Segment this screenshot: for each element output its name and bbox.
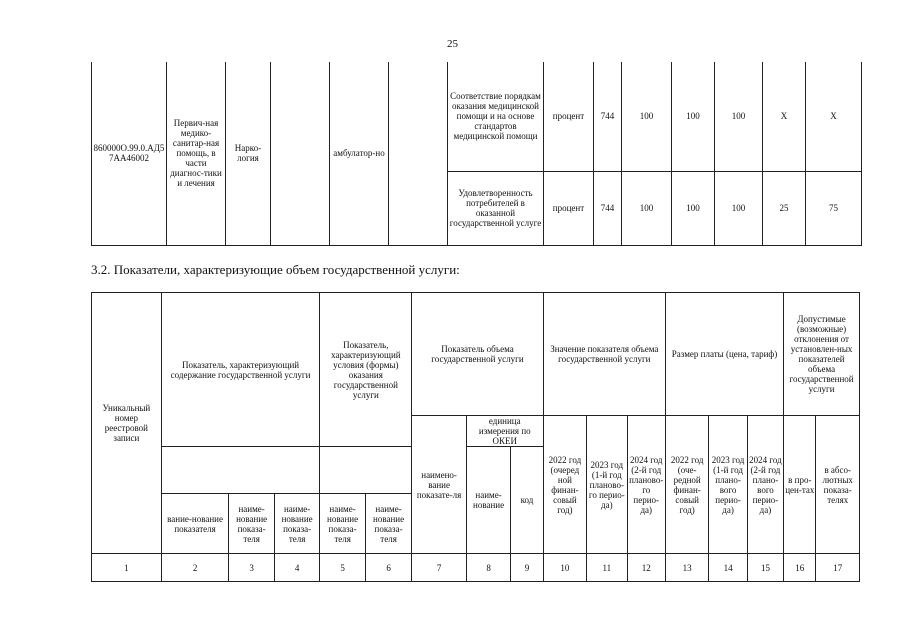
unit-name: процент	[544, 171, 594, 245]
subheader-value-2024: 2024 год (2-й год планово-го перио-да)	[627, 416, 665, 554]
empty-cell	[389, 62, 448, 245]
value-2024: 100	[715, 62, 763, 171]
column-number: 10	[543, 554, 586, 582]
subheader-fee-2022: 2022 год (оче-редной финан-совый год)	[665, 416, 708, 554]
page-number: 25	[447, 38, 458, 50]
deviation-percent: 25	[763, 171, 806, 245]
value-2023: 100	[672, 171, 715, 245]
subheader-unit-code: код	[511, 447, 543, 554]
column-number: 12	[627, 554, 665, 582]
value-2022: 100	[622, 62, 672, 171]
header-volume-value: Значение показателя объема государственной услуги	[543, 293, 665, 416]
subheader-col6: наиме-нование показа-теля	[365, 494, 411, 554]
unit-code: 744	[594, 171, 622, 245]
empty-cell	[320, 447, 412, 494]
subheader-percent: в про-цен-тах	[784, 416, 816, 554]
subheader-col4: наиме-нование показа-теля	[274, 494, 319, 554]
column-number: 16	[784, 554, 816, 582]
subheader-absolute: в абсо-лютных показа-телях	[816, 416, 860, 554]
subheader-fee-2023: 2023 год (1-й год плано-вого перио-да)	[709, 416, 747, 554]
column-number: 2	[161, 554, 229, 582]
subheader-indicator-name: наимено-вание показате-ля	[412, 416, 467, 554]
column-number: 9	[511, 554, 543, 582]
column-number: 11	[587, 554, 627, 582]
subheader-value-2023: 2023 год (1-й год планово-го перио-да)	[587, 416, 627, 554]
column-number: 14	[709, 554, 747, 582]
header-conditions-indicator: Показатель, характеризующий условия (формы) оказания государственной услуги	[320, 293, 412, 447]
subheader-fee-2024: 2024 год (2-й год плано-вого перио-да)	[747, 416, 783, 554]
unit-name: процент	[544, 62, 594, 171]
subheader-unit: единица измерения по ОКЕИ	[466, 416, 543, 447]
deviation-absolute: 75	[806, 171, 862, 245]
column-number: 15	[747, 554, 783, 582]
subheader-value-2022: 2022 год (очеред ной финан-совый год)	[543, 416, 586, 554]
column-number: 5	[320, 554, 365, 582]
deviation-absolute: X	[806, 62, 862, 171]
subheader-col2: вание-нование показателя	[161, 494, 229, 554]
empty-cell	[271, 62, 330, 245]
unit-code: 744	[594, 62, 622, 171]
header-deviation: Допустимые (возможные) отклонения от установлен-ных показателей объема государственной услуги	[784, 293, 860, 416]
registry-code: 860000О.99.0.АД57АА46002	[92, 62, 167, 245]
column-number: 6	[365, 554, 411, 582]
header-unique-number: Уникальный номер реестровой записи	[92, 293, 162, 554]
volume-indicators-table	[91, 292, 860, 582]
column-number: 7	[412, 554, 467, 582]
header-content-indicator: Показатель, характеризующий содержание государственной услуги	[161, 293, 320, 447]
indicator-name: Соответствие порядкам оказания медицинской помощи и на основе стандартов медицинской помощи	[448, 62, 544, 171]
header-fee: Размер платы (цена, тариф)	[665, 293, 783, 416]
column-number: 17	[816, 554, 860, 582]
column-number: 13	[665, 554, 708, 582]
subheader-col3: наиме-нование показа-теля	[229, 494, 274, 554]
header-volume-indicator: Показатель объема государственной услуги	[412, 293, 543, 416]
specialty: Нарко-логия	[226, 62, 271, 245]
column-number: 4	[274, 554, 319, 582]
subheader-col5: наиме-нование показа-теля	[320, 494, 365, 554]
service-type: Первич-ная медико-санитар-ная помощь, в части диагнос-тики и лечения	[167, 62, 226, 245]
quality-indicators-table	[91, 62, 862, 246]
column-number: 8	[466, 554, 510, 582]
empty-cell	[161, 447, 320, 494]
subheader-unit-name: наиме-нование	[466, 447, 510, 554]
column-number: 3	[229, 554, 274, 582]
value-2023: 100	[672, 62, 715, 171]
value-2024: 100	[715, 171, 763, 245]
deviation-percent: X	[763, 62, 806, 171]
column-number: 1	[92, 554, 162, 582]
form-of-care: амбулатор-но	[330, 62, 389, 245]
value-2022: 100	[622, 171, 672, 245]
indicator-name: Удовлетворенность потребителей в оказанной государственной услуге	[448, 171, 544, 245]
section-heading: 3.2. Показатели, характеризующие объем государственной услуги:	[91, 262, 460, 277]
